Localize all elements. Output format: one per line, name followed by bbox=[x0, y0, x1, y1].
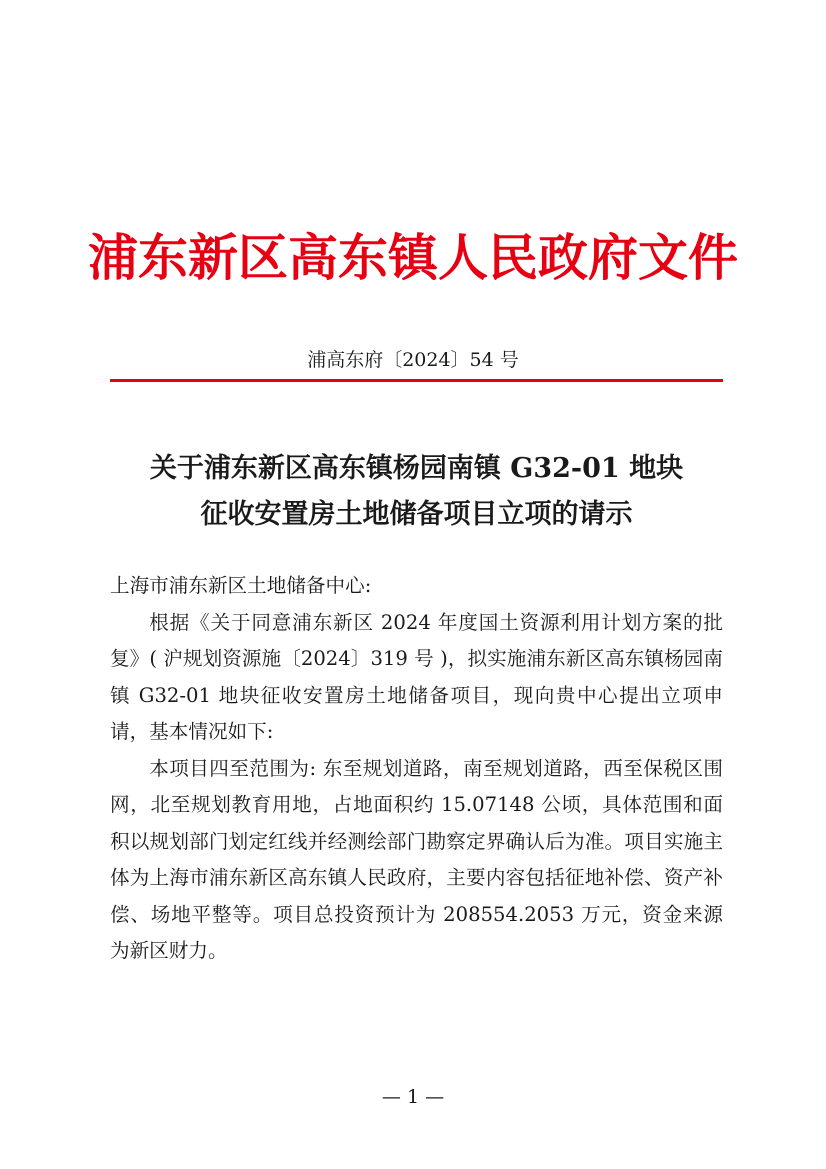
red-divider-line bbox=[110, 379, 723, 382]
addressee: 上海市浦东新区土地储备中心: bbox=[110, 574, 372, 597]
body-paragraph-1: 根据《关于同意浦东新区 2024 年度国土资源利用计划方案的批复》( 沪规划资源施〔2024〕319 号 )，拟实施浦东新区高东镇杨园南镇 G32-01 地块征收安置房土地储备项目，现向贵中心提出立项申请，基本情况如下: bbox=[110, 610, 723, 743]
title-line-1: 关于浦东新区高东镇杨园南镇 G32-01 地块 bbox=[149, 453, 684, 484]
title-line-2: 征收安置房土地储备项目立项的请示 bbox=[200, 499, 633, 530]
page-number: — 1 — bbox=[381, 1086, 445, 1108]
body-paragraph-2: 本项目四至范围为: 东至规划道路，南至规划道路，西至保税区围网，北至规划教育用地，占地面积约 15.07148 公顷，具体范围和面积以规划部门划定红线并经测绘部门勘察定界确认后为准。项目实施主体为上海市浦东新区高东镇人民政府，主要内容包括征地补偿、资产补偿、场地平整等。项目总投资预计为 208554.2053 万元，资金来源为新区财力。 bbox=[110, 756, 723, 962]
document-masthead: 浦东新区高东镇人民政府文件 bbox=[88, 228, 738, 287]
document-title bbox=[110, 446, 723, 538]
document-number: 浦高东府〔2024〕54 号 bbox=[307, 349, 519, 371]
document-body bbox=[110, 568, 723, 970]
